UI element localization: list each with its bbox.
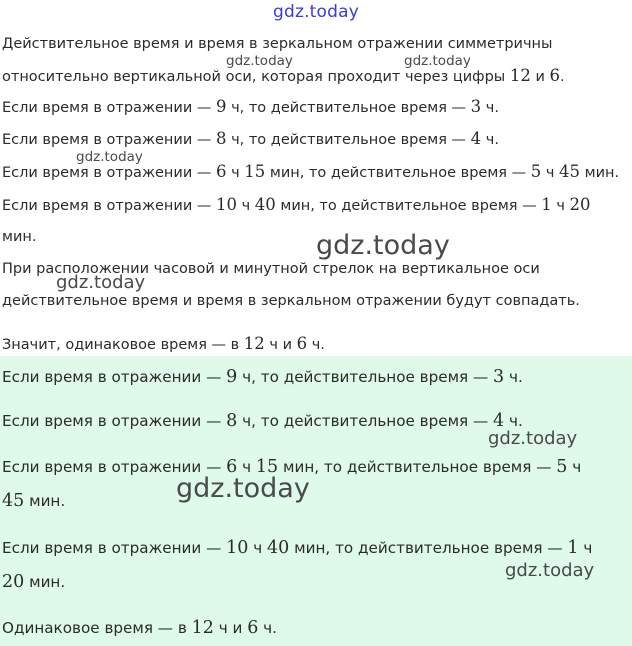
text: ч.	[307, 337, 325, 353]
number: 5	[530, 162, 542, 181]
number: 1	[541, 195, 552, 214]
number: 9	[226, 367, 238, 387]
number: 5	[556, 457, 568, 477]
watermark: gdz.today	[76, 149, 143, 165]
text: ч, то действительное время —	[226, 100, 471, 116]
number: 6	[549, 66, 560, 85]
text: мин.	[24, 492, 66, 510]
number: 6	[215, 162, 227, 181]
number: 20	[2, 572, 25, 592]
number: 9	[215, 97, 227, 116]
text: ч.	[481, 100, 499, 116]
watermark: gdz.today	[226, 53, 293, 69]
number: 12	[243, 334, 265, 353]
number: 6	[296, 334, 308, 353]
text: мин, то действительное время —	[275, 198, 542, 214]
number: 4	[493, 411, 505, 431]
answer-line	[2, 411, 523, 431]
answer-line	[2, 572, 65, 592]
watermark: gdz.today	[404, 53, 471, 69]
text: Значит, одинаковое время — в	[2, 337, 244, 353]
text: мин, то действительное время —	[265, 165, 531, 181]
text: мин, то действительное время —	[278, 458, 557, 476]
number: 12	[191, 618, 214, 638]
text: мин.	[24, 573, 66, 591]
number: 8	[226, 411, 238, 431]
site-logo[interactable]: gdz.today	[272, 2, 360, 22]
text: ч	[237, 458, 256, 476]
text-line: Действительное время и время в зеркальном отражении симметричны	[2, 36, 553, 52]
answer-block	[0, 356, 632, 646]
text: Если время в отражении —	[2, 539, 227, 557]
text: ч	[236, 198, 255, 214]
text-line	[2, 334, 325, 353]
number: 4	[470, 129, 482, 148]
number: 3	[470, 97, 482, 116]
number: 3	[493, 367, 505, 387]
text: ч	[226, 165, 245, 181]
number: 40	[267, 538, 290, 558]
text: и	[530, 69, 550, 85]
number: 20	[569, 195, 591, 214]
text: ч, то действительное время —	[226, 132, 471, 148]
number: 1	[567, 538, 579, 558]
number: 45	[2, 491, 25, 511]
text: ч, то действительное время —	[237, 368, 494, 386]
answer-line	[2, 367, 523, 387]
text: Если время в отражении —	[2, 412, 227, 430]
answer-line	[2, 618, 277, 638]
text-line: При расположении часовой и минутной стрелок на вертикальное оси	[2, 261, 540, 277]
text: Одинаковое время — в	[2, 619, 192, 637]
text-line	[2, 195, 591, 214]
text: ч	[248, 539, 268, 557]
text-line: мин.	[2, 229, 37, 245]
number: 15	[255, 457, 279, 477]
text: ч	[567, 458, 582, 476]
text: относительно вертикальной оси, которая проходит через цифры	[2, 69, 510, 85]
text: Если время в отражении —	[2, 198, 216, 214]
text: ч, то действительное время —	[237, 412, 494, 430]
watermark: gdz.today	[505, 560, 595, 581]
watermark: gdz.today	[176, 473, 310, 504]
text: Если время в отражении —	[2, 132, 216, 148]
number: 6	[226, 457, 238, 477]
text: ч	[578, 539, 593, 557]
text: .	[560, 69, 565, 85]
text: ч	[551, 198, 570, 214]
text: ч.	[481, 132, 499, 148]
answer-line	[2, 491, 65, 511]
text: Если время в отражении —	[2, 165, 216, 181]
text-line	[2, 129, 499, 148]
watermark: gdz.today	[488, 428, 578, 449]
text: ч и	[213, 619, 248, 637]
text: ч.	[504, 368, 523, 386]
number: 10	[215, 195, 237, 214]
watermark: gdz.today	[56, 272, 146, 293]
text-line: действительное время и время в зеркальном отражении будут совпадать.	[2, 293, 580, 309]
text: ч.	[504, 412, 523, 430]
text: мин, то действительное время —	[289, 539, 568, 557]
text: мин.	[580, 165, 620, 181]
number: 45	[559, 162, 581, 181]
text: Если время в отражении —	[2, 458, 227, 476]
text: ч	[541, 165, 560, 181]
number: 8	[215, 129, 227, 148]
number: 15	[244, 162, 266, 181]
number: 12	[509, 66, 531, 85]
number: 10	[226, 538, 249, 558]
text: Если время в отражении —	[2, 100, 216, 116]
text: Если время в отражении —	[2, 368, 227, 386]
number: 6	[247, 618, 259, 638]
answer-line	[2, 538, 592, 558]
watermark: gdz.today	[316, 230, 450, 261]
number: 40	[254, 195, 276, 214]
text: ч и	[264, 337, 297, 353]
text-line	[2, 97, 499, 116]
text: ч.	[258, 619, 277, 637]
